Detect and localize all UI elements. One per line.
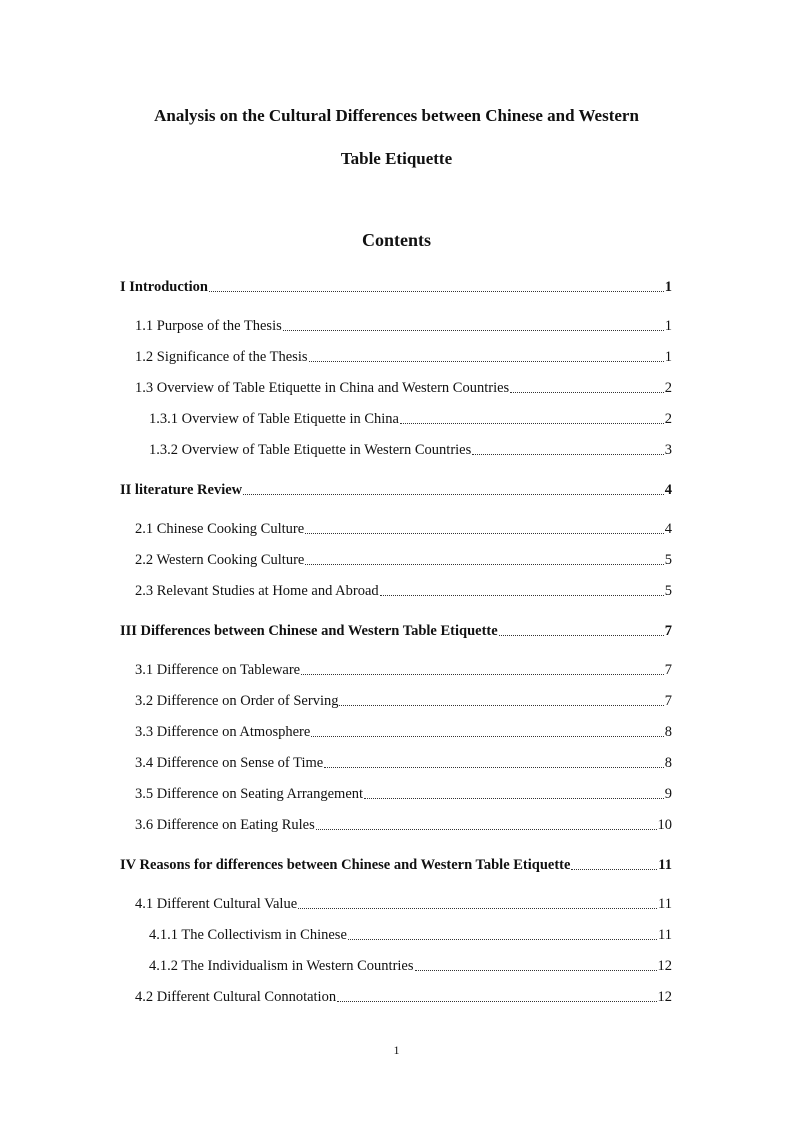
toc-entry-title: 1.3.2 Overview of Table Etiquette in Western Countries xyxy=(149,442,472,458)
toc-entry-page: 8 xyxy=(664,724,672,740)
toc-entry[interactable] xyxy=(149,956,672,976)
toc-leader-dots xyxy=(337,1000,656,1002)
toc-leader-dots xyxy=(309,360,664,362)
toc-entry-page: 3 xyxy=(664,442,672,458)
toc-entry-page: 1 xyxy=(664,349,672,365)
document-title-line-1: Analysis on the Cultural Differences between Chinese and Western xyxy=(154,106,639,125)
document-title-line-2: Table Etiquette xyxy=(340,149,453,168)
toc-entry-page: 11 xyxy=(658,896,672,912)
toc-entry-title: 4.1.2 The Individualism in Western Countries xyxy=(149,958,414,974)
toc-entry-page: 2 xyxy=(664,411,672,427)
toc-leader-dots xyxy=(400,422,664,424)
toc-entry[interactable] xyxy=(135,753,672,773)
toc-leader-dots xyxy=(243,493,664,495)
toc-entry-page: 4 xyxy=(664,482,672,498)
toc-entry[interactable] xyxy=(120,621,672,641)
toc-entry-title: 3.1 Difference on Tableware xyxy=(135,662,301,678)
toc-entry-page: 2 xyxy=(664,380,672,396)
contents-heading: Contents xyxy=(361,230,431,250)
toc-leader-dots xyxy=(472,453,664,455)
toc-entry[interactable] xyxy=(149,925,672,945)
toc-leader-dots xyxy=(510,391,664,393)
toc-entry-title: 4.2 Different Cultural Connotation xyxy=(135,989,337,1005)
toc-entry-page: 5 xyxy=(664,583,672,599)
toc-entry-title: 4.1.1 The Collectivism in Chinese xyxy=(149,927,347,943)
toc-entry-page: 7 xyxy=(664,623,672,639)
toc-entry[interactable] xyxy=(135,581,672,601)
toc-entry-title: 3.6 Difference on Eating Rules xyxy=(135,817,315,833)
toc-leader-dots xyxy=(283,329,664,331)
toc-entry-page: 12 xyxy=(657,989,672,1005)
toc-entry[interactable] xyxy=(135,691,672,711)
toc-entry-page: 11 xyxy=(658,927,672,943)
toc-entry-title: 4.1 Different Cultural Value xyxy=(135,896,298,912)
toc-leader-dots xyxy=(316,828,657,830)
toc-entry[interactable] xyxy=(120,480,672,500)
toc-leader-dots xyxy=(298,907,657,909)
toc-entry[interactable] xyxy=(135,550,672,570)
toc-entry-page: 1 xyxy=(664,318,672,334)
toc-leader-dots xyxy=(499,634,664,636)
toc-entry[interactable] xyxy=(149,440,672,460)
toc-entry-title: 2.1 Chinese Cooking Culture xyxy=(135,521,305,537)
toc-entry-title: 1.1 Purpose of the Thesis xyxy=(135,318,282,334)
toc-entry-page: 8 xyxy=(664,755,672,771)
toc-leader-dots xyxy=(305,563,663,565)
toc-entry-page: 1 xyxy=(664,279,672,295)
toc-leader-dots xyxy=(301,673,664,675)
toc-entry[interactable] xyxy=(135,784,672,804)
toc-entry-title: 3.4 Difference on Sense of Time xyxy=(135,755,324,771)
toc-entry-page: 10 xyxy=(657,817,672,833)
toc-entry-title: 1.3.1 Overview of Table Etiquette in China xyxy=(149,411,399,427)
toc-entry-page: 7 xyxy=(664,693,672,709)
toc-entry-title: 3.5 Difference on Seating Arrangement xyxy=(135,786,364,802)
toc-entry-title: II literature Review xyxy=(120,482,243,498)
toc-entry-title: 3.3 Difference on Atmosphere xyxy=(135,724,311,740)
toc-entry-title: 2.3 Relevant Studies at Home and Abroad xyxy=(135,583,379,599)
toc-entry[interactable] xyxy=(120,277,672,297)
toc-entry[interactable] xyxy=(135,519,672,539)
toc-entry-title: 2.2 Western Cooking Culture xyxy=(135,552,305,568)
toc-leader-dots xyxy=(339,704,663,706)
toc-entry-page: 12 xyxy=(657,958,672,974)
toc-entry[interactable] xyxy=(135,894,672,914)
toc-entry-title: IV Reasons for differences between Chinese and Western Table Etiquette xyxy=(120,857,571,873)
toc-entry-title: 1.3 Overview of Table Etiquette in China and Western Countries xyxy=(135,380,510,396)
toc-entry-title: 1.2 Significance of the Thesis xyxy=(135,349,308,365)
toc-entry-page: 11 xyxy=(658,857,672,873)
toc-entry[interactable] xyxy=(135,378,672,398)
toc-entry[interactable] xyxy=(135,987,672,1007)
toc-entry[interactable] xyxy=(135,347,672,367)
toc-entry[interactable] xyxy=(120,855,672,875)
toc-entry[interactable] xyxy=(149,409,672,429)
toc-entry-page: 4 xyxy=(664,521,672,537)
toc-entry[interactable] xyxy=(135,660,672,680)
toc-leader-dots xyxy=(305,532,664,534)
toc-entry[interactable] xyxy=(135,815,672,835)
toc-leader-dots xyxy=(324,766,664,768)
toc-leader-dots xyxy=(380,594,664,596)
toc-entry-page: 9 xyxy=(664,786,672,802)
toc-leader-dots xyxy=(311,735,663,737)
toc-leader-dots xyxy=(571,868,657,870)
toc-leader-dots xyxy=(415,969,657,971)
toc-entry-page: 5 xyxy=(664,552,672,568)
toc-entry[interactable] xyxy=(135,316,672,336)
toc-entry-title: I Introduction xyxy=(120,279,208,295)
toc-leader-dots xyxy=(348,938,657,940)
toc-entry[interactable] xyxy=(135,722,672,742)
toc-leader-dots xyxy=(209,290,664,292)
toc-entry-page: 7 xyxy=(664,662,672,678)
toc-entry-title: 3.2 Difference on Order of Serving xyxy=(135,693,339,709)
page-number: 1 xyxy=(393,1043,400,1057)
toc-entry-title: III Differences between Chinese and Western Table Etiquette xyxy=(120,623,498,639)
toc-leader-dots xyxy=(364,797,664,799)
